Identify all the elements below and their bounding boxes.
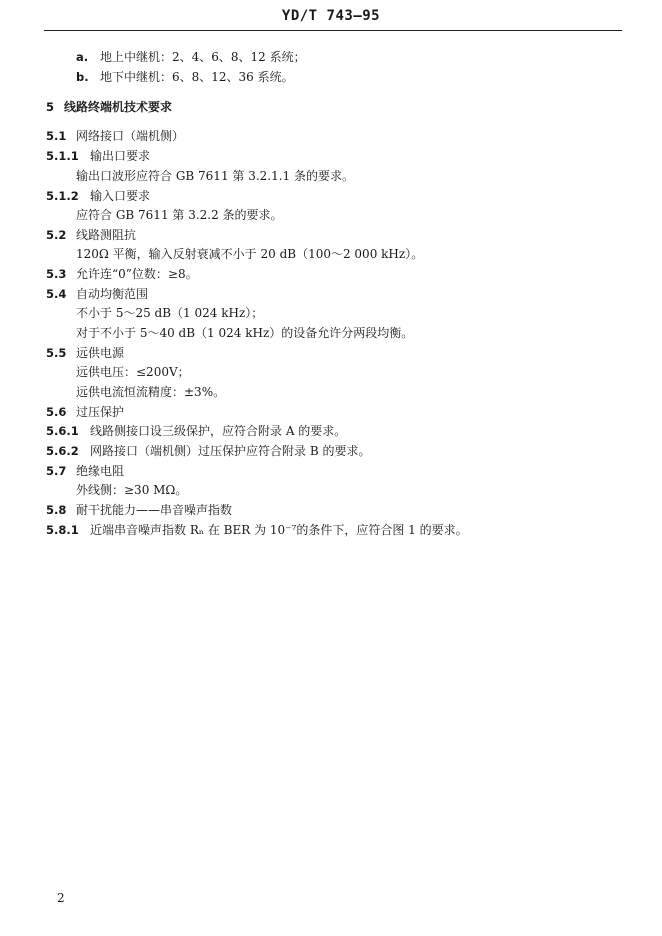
clause-heading-5-1	[46, 128, 184, 144]
section-heading-5	[46, 99, 172, 115]
clause-body-5-1-2: 应符合 GB 7611 第 3.2.2 条的要求。	[76, 208, 283, 222]
list-item-marker: b.	[76, 70, 89, 84]
clause-number: 5.3	[46, 267, 67, 281]
clause-number: 5.1	[46, 129, 67, 143]
clause-number: 5.2	[46, 228, 67, 242]
clause-number: 5.6.1	[46, 424, 79, 438]
clause-body-5-5-line1: 远供电压：≤200V；	[76, 365, 190, 379]
clause-body-5-4-line2: 对于不小于 5～40 dB（1 024 kHz）的设备允许分两段均衡。	[76, 326, 414, 340]
clause-number: 5.6	[46, 405, 67, 419]
page-number: 2	[57, 891, 65, 905]
clause-5-3	[46, 266, 198, 282]
clause-title: 输入口要求	[90, 189, 151, 203]
list-item-b	[76, 69, 294, 85]
clause-title: 网络接口（端机侧）	[76, 129, 185, 143]
document-code-header: YD/T 743—95	[281, 8, 381, 24]
section-number: 5	[46, 100, 55, 114]
clause-text: 近端串音噪声指数 Rₙ 在 BER 为 10⁻⁷的条件下，应符合图 1 的要求。	[90, 523, 468, 537]
header-rule	[44, 30, 622, 31]
clause-title: 线路测阻抗	[76, 228, 137, 242]
clause-number: 5.5	[46, 346, 67, 360]
clause-heading-5-6	[46, 404, 124, 420]
clause-heading-5-7	[46, 463, 124, 479]
clause-body-5-7: 外线侧：≥30 MΩ。	[76, 483, 188, 497]
clause-5-6-1	[46, 423, 346, 439]
clause-title: 自动均衡范围	[76, 287, 149, 301]
clause-heading-5-5	[46, 345, 124, 361]
clause-title: 耐干扰能力——串音噪声指数	[76, 503, 233, 517]
clause-title: 过压保护	[76, 405, 125, 419]
clause-5-8-1	[46, 522, 468, 538]
clause-number: 5.8	[46, 503, 67, 517]
list-item-a	[76, 49, 306, 65]
clause-body-5-4-line1: 不小于 5～25 dB（1 024 kHz）；	[76, 306, 264, 320]
clause-number: 5.8.1	[46, 523, 79, 537]
clause-title: 绝缘电阻	[76, 464, 125, 478]
list-item-text: 地下中继机：6、8、12、36 系统。	[100, 70, 294, 84]
list-item-marker: a.	[76, 50, 89, 64]
clause-title: 输出口要求	[90, 149, 151, 163]
clause-number: 5.1.1	[46, 149, 79, 163]
clause-body-5-1-1: 输出口波形应符合 GB 7611 第 3.2.1.1 条的要求。	[76, 169, 354, 183]
clause-body-5-5-line2: 远供电流恒流精度：±3%。	[76, 385, 226, 399]
clause-heading-5-2	[46, 227, 136, 243]
section-title: 线路终端机技术要求	[64, 100, 173, 114]
clause-text: 线路侧接口设三级保护，应符合附录 A 的要求。	[90, 424, 347, 438]
clause-title: 远供电源	[76, 346, 125, 360]
clause-heading-5-4	[46, 286, 148, 302]
clause-5-6-2	[46, 443, 370, 459]
clause-text: 允许连“0”位数：≥8。	[76, 267, 198, 281]
clause-heading-5-1-1	[46, 148, 150, 164]
clause-text: 网路接口（端机侧）过压保护应符合附录 B 的要求。	[90, 444, 371, 458]
list-item-text: 地上中继机：2、4、6、8、12 系统；	[100, 50, 306, 64]
clause-body-5-2: 120Ω 平衡，输入反射衰减不小于 20 dB（100～2 000 kHz）。	[76, 247, 424, 261]
clause-heading-5-1-2	[46, 188, 150, 204]
clause-number: 5.6.2	[46, 444, 79, 458]
clause-number: 5.4	[46, 287, 67, 301]
clause-heading-5-8	[46, 502, 232, 518]
clause-number: 5.7	[46, 464, 67, 478]
clause-number: 5.1.2	[46, 189, 79, 203]
